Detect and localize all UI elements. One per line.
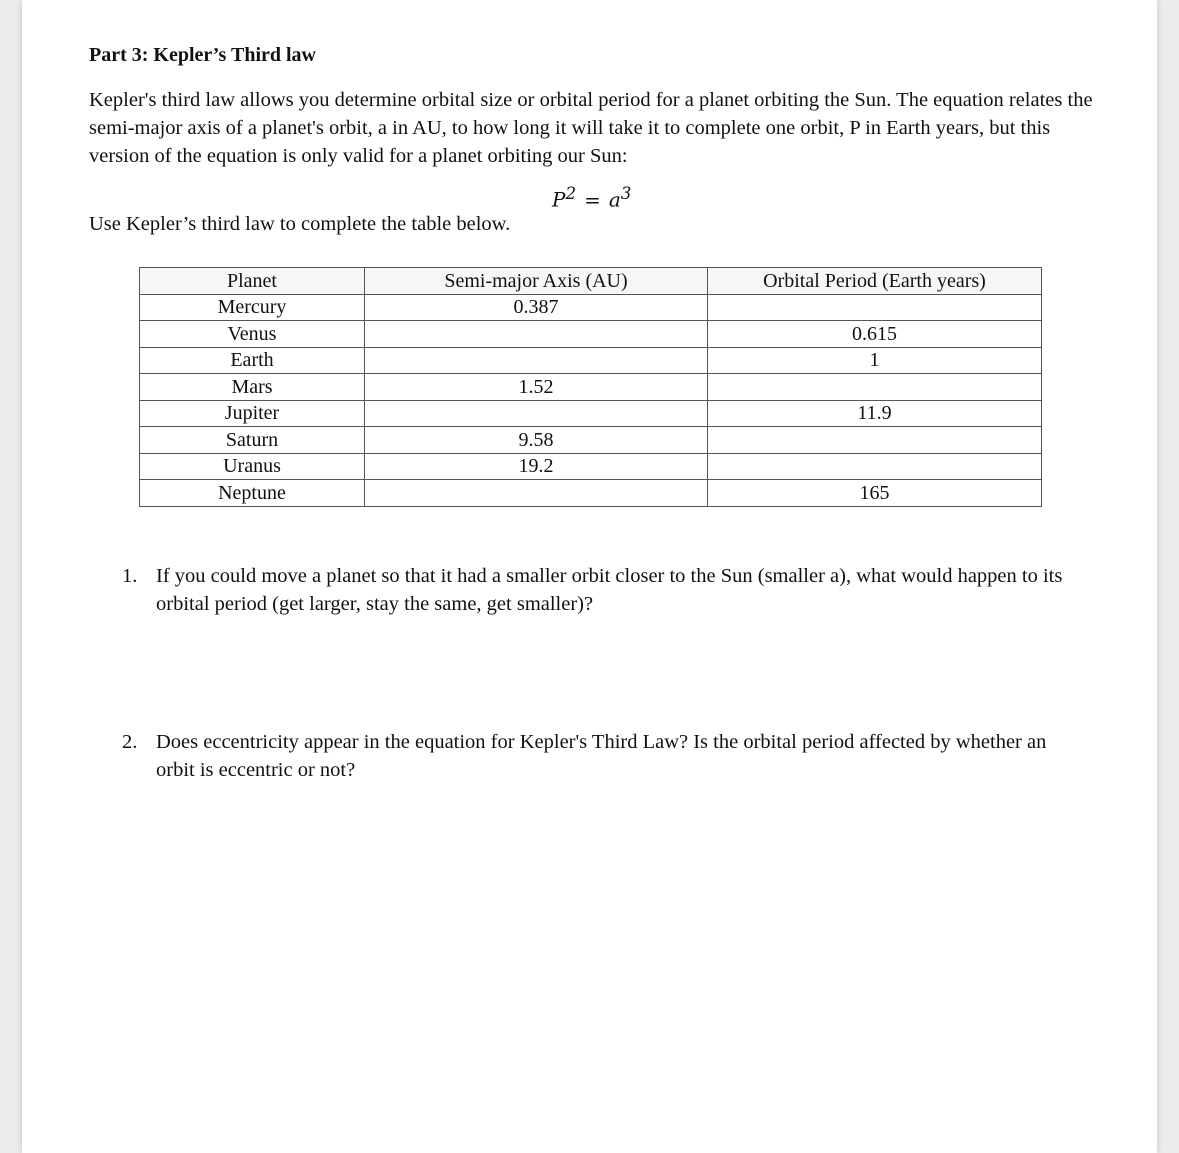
planet-table [139, 267, 1042, 507]
orbital-period-cell [708, 453, 1042, 480]
orbital-period-cell: 0.615 [708, 321, 1042, 348]
orbital-period-cell: 11.9 [708, 400, 1042, 427]
semi-major-axis-cell: 9.58 [365, 427, 708, 454]
question-text: If you could move a planet so that it had a smaller orbit closer to the Sun (smaller a), what would happen to its orbital period (get larger, stay the same, get smaller)? [156, 565, 1063, 615]
orbital-period-cell [708, 374, 1042, 401]
equation-period-symbol: P [552, 187, 566, 212]
orbital-period-cell [708, 427, 1042, 454]
orbital-period-cell [708, 294, 1042, 321]
question-2 [122, 728, 1062, 784]
semi-major-axis-cell: 19.2 [365, 453, 708, 480]
planet-name: Venus [140, 321, 365, 348]
header-orbital-period: Orbital Period (Earth years) [708, 268, 1042, 295]
equation-period-exponent: 2 [565, 184, 577, 203]
question-text: Does eccentricity appear in the equation for Kepler's Third Law? Is the orbital period affected by whether an orbit is eccentric or not? [156, 731, 1047, 781]
planet-name: Jupiter [140, 400, 365, 427]
document-page [22, 0, 1157, 1153]
equation-axis-exponent: 3 [620, 184, 632, 203]
table-row [140, 347, 1042, 374]
planet-name: Neptune [140, 480, 365, 507]
semi-major-axis-cell [365, 480, 708, 507]
equation-axis-symbol: a [608, 187, 621, 212]
table-row [140, 374, 1042, 401]
equation-equals: = [584, 187, 601, 212]
table-row [140, 321, 1042, 348]
semi-major-axis-cell: 0.387 [365, 294, 708, 321]
orbital-period-cell: 165 [708, 480, 1042, 507]
planet-name: Mercury [140, 294, 365, 321]
planet-name: Mars [140, 374, 365, 401]
kepler-equation [552, 184, 631, 212]
section-heading: Part 3: Kepler’s Third law [89, 44, 317, 66]
table-row [140, 294, 1042, 321]
planet-name: Saturn [140, 427, 365, 454]
question-1 [122, 562, 1112, 618]
table-row [140, 480, 1042, 507]
planet-name: Earth [140, 347, 365, 374]
semi-major-axis-cell [365, 321, 708, 348]
semi-major-axis-cell: 1.52 [365, 374, 708, 401]
planet-name: Uranus [140, 453, 365, 480]
header-planet: Planet [140, 268, 365, 295]
question-number: 2. [122, 731, 138, 753]
semi-major-axis-cell [365, 347, 708, 374]
table-row [140, 400, 1042, 427]
intro-paragraph: Kepler's third law allows you determine orbital size or orbital period for a planet orbiting the Sun. The equation relates the semi-major axis of a planet's orbit, a in AU, to how long it will take it to complete one orbit, P in Earth years, but this version of the equation is only valid for a planet orbiting our Sun: [89, 89, 1093, 167]
header-semi-major-axis: Semi-major Axis (AU) [365, 268, 708, 295]
table-header-row [140, 268, 1042, 295]
table-instruction: Use Kepler’s third law to complete the table below. [89, 213, 511, 235]
table-row [140, 453, 1042, 480]
orbital-period-cell: 1 [708, 347, 1042, 374]
table-row [140, 427, 1042, 454]
question-number: 1. [122, 565, 138, 587]
semi-major-axis-cell [365, 400, 708, 427]
